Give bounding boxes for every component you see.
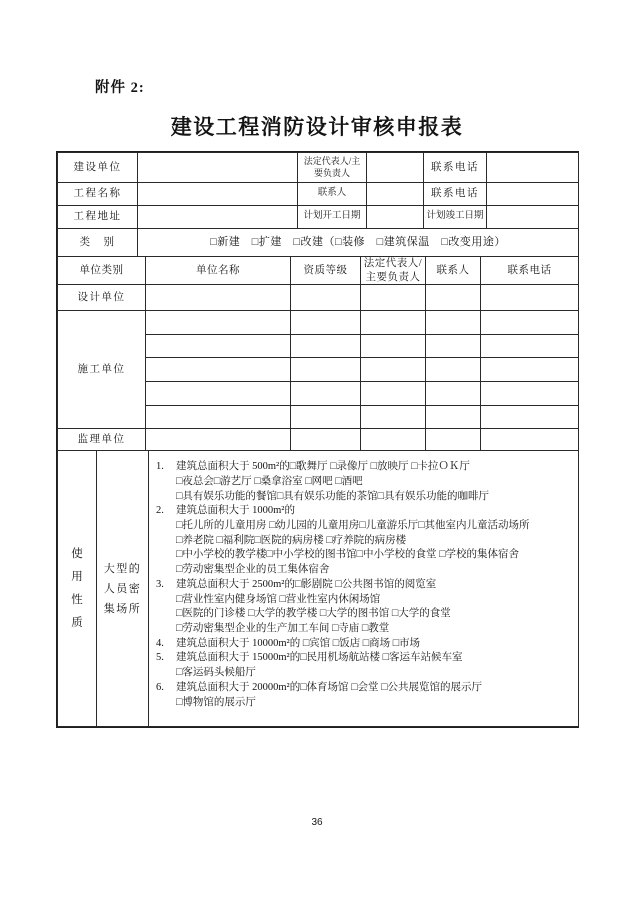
project-address-label: 工程地址 [58,206,138,229]
usage-item-line: □医院的门诊楼 □大学的教学楼 □大学的图书馆 □大学的食堂 [176,608,451,620]
contact-phone-label-2: 联系电话 [424,183,487,206]
contact-phone-header: 联系电话 [481,257,579,285]
usage-item-line: □养老院 □福利院□医院的病房楼 □疗养院的病房楼 [176,534,407,546]
qualification-level-header: 资质等级 [291,257,361,285]
contact-phone-value-2 [487,183,579,206]
usage-nature-label: 使 用 性 质 [58,451,97,727]
design-unit-contact [426,285,481,311]
table-row [58,206,579,229]
construction-unit-label: 施工单位 [58,311,146,429]
project-address-value [138,206,298,229]
usage-item-line: □夜总会□游艺厅 □桑拿浴室 □网吧 □酒吧 [176,475,363,487]
design-unit-representative [361,285,426,311]
contact-phone-value-1 [487,153,579,183]
category-table [57,228,579,257]
planned-completion-date-label: 计划竣工日期 [424,206,487,229]
table-row [58,153,579,183]
venue-type-label: 大型的 人员密 集场所 [97,451,149,727]
usage-item-line: 建筑总面积大于 15000m²的□民用机场航站楼 □客运车站候车室 [176,652,463,664]
usage-item-line: 建筑总面积大于 2500m²的□影剧院 □公共图书馆的阅览室 [176,578,437,590]
category-checkbox-options: □新建 □扩建 □改建（□装修 □建筑保温 □改变用途） [138,229,579,257]
page-number: 36 [311,817,323,828]
usage-item-line: □客运码头候船厅 [176,667,256,679]
design-unit-phone [481,285,579,311]
construction-org-label: 建设单位 [58,153,138,183]
usage-item-line: □具有娱乐功能的餐馆□具有娱乐功能的茶馆□具有娱乐功能的咖啡厅 [176,490,490,502]
legal-representative-label: 法定代表人/主要负责人 [298,153,367,183]
construction-unit-qualification [291,311,361,335]
construction-unit-row [58,311,579,335]
construction-org-value [138,153,298,183]
design-unit-name [146,285,291,311]
usage-item-5: 5. 建筑总面积大于 15000m²的□民用机场航站楼 □客运车站候车室 □客运码头候船厅 [153,651,575,680]
usage-item-line: □博物馆的展示厅 [176,696,256,708]
contact-phone-label-1: 联系电话 [424,153,487,183]
table-row [58,229,579,257]
supervision-unit-contact [426,429,481,451]
planned-start-date-label: 计划开工日期 [298,206,367,229]
category-label: 类 别 [58,229,138,257]
usage-item-line: 建筑总面积大于 500m²的□歌舞厅 □录像厅 □放映厅 □卡拉ＯＫ厅 [176,461,470,473]
usage-item-line: 建筑总面积大于 10000m²的 □宾馆 □饭店 □商场 □市场 [176,637,421,649]
usage-row [58,451,579,727]
contact-person-value [367,183,424,206]
usage-item-4: 4. 建筑总面积大于 10000m²的 □宾馆 □饭店 □商场 □市场 [153,637,575,652]
unit-name-header: 单位名称 [146,257,291,285]
usage-item-line: □营业性室内健身场馆 □营业性室内休闲场馆 [176,593,381,605]
contact-person-header: 联系人 [426,257,481,285]
usage-item-line: □中小学校的教学楼□中小学校的图书馆□中小学校的食堂 □学校的集体宿舍 [176,549,519,561]
construction-unit-contact [426,311,481,335]
legal-representative-header: 法定代表人/主要负责人 [361,257,426,285]
supervision-unit-phone [481,429,579,451]
construction-unit-phone [481,311,579,335]
attachment-label: 附件 2: [95,80,145,96]
units-table [57,256,579,451]
unit-category-header: 单位类别 [58,257,146,285]
usage-item-line: 建筑总面积大于 20000m²的□体育场馆 □会堂 □公共展览馆的展示厅 [176,681,482,693]
contact-person-label: 联系人 [298,183,367,206]
form-title: 建设工程消防设计审核申报表 [170,115,464,139]
planned-completion-date-value [487,206,579,229]
supervision-unit-name [146,429,291,451]
info-table [57,152,579,229]
usage-items-list [149,451,579,727]
construction-unit-name [146,311,291,335]
supervision-unit-row [58,429,579,451]
usage-item-line: □劳动密集型企业的生产加工车间 □寺庙 □教堂 [176,622,390,634]
usage-item-line: □托儿所的儿童用房 □幼儿园的儿童用房□儿童游乐厅□其他室内儿童活动场所 [176,520,530,532]
legal-representative-value [367,153,424,183]
supervision-unit-qualification [291,429,361,451]
usage-item-line: □劳动密集型企业的员工集体宿舍 [176,564,330,576]
usage-item-2: 2. 建筑总面积大于 1000m²的 □托儿所的儿童用房 □幼儿园的儿童用房□儿童游乐厅□其他室内儿童活动场所 □养老院 □福利院□医院的病房楼 □疗养院的病房楼 □中小学校的教学楼□中小学校的图书馆□中小学校的食堂 □学校的集体宿舍 □劳动密集型企业的员工集体宿舍 [153,504,575,578]
usage-item-1: 1. 建筑总面积大于 500m²的□歌舞厅 □录像厅 □放映厅 □卡拉ＯＫ厅 □夜总会□游艺厅 □桑拿浴室 □网吧 □酒吧 □具有娱乐功能的餐馆□具有娱乐功能的茶馆□具有娱乐功能的咖啡厅 [153,460,575,504]
units-header-row [58,257,579,285]
application-form [56,151,579,728]
usage-table [57,450,579,727]
project-name-value [138,183,298,206]
supervision-unit-label: 监理单位 [58,429,146,451]
supervision-unit-representative [361,429,426,451]
design-unit-label: 设计单位 [58,285,146,311]
table-row [58,183,579,206]
usage-item-3: 3. 建筑总面积大于 2500m²的□影剧院 □公共图书馆的阅览室 □营业性室内健身场馆 □营业性室内休闲场馆 □医院的门诊楼 □大学的教学楼 □大学的图书馆 □大学的食堂 □劳动密集型企业的生产加工车间 □寺庙 □教堂 [153,578,575,637]
planned-start-date-value [367,206,424,229]
construction-unit-representative [361,311,426,335]
project-name-label: 工程名称 [58,183,138,206]
usage-item-line: 建筑总面积大于 1000m²的 [176,505,295,517]
usage-item-6: 6. 建筑总面积大于 20000m²的□体育场馆 □会堂 □公共展览馆的展示厅 □博物馆的展示厅 [153,681,575,710]
design-unit-qualification [291,285,361,311]
design-unit-row [58,285,579,311]
